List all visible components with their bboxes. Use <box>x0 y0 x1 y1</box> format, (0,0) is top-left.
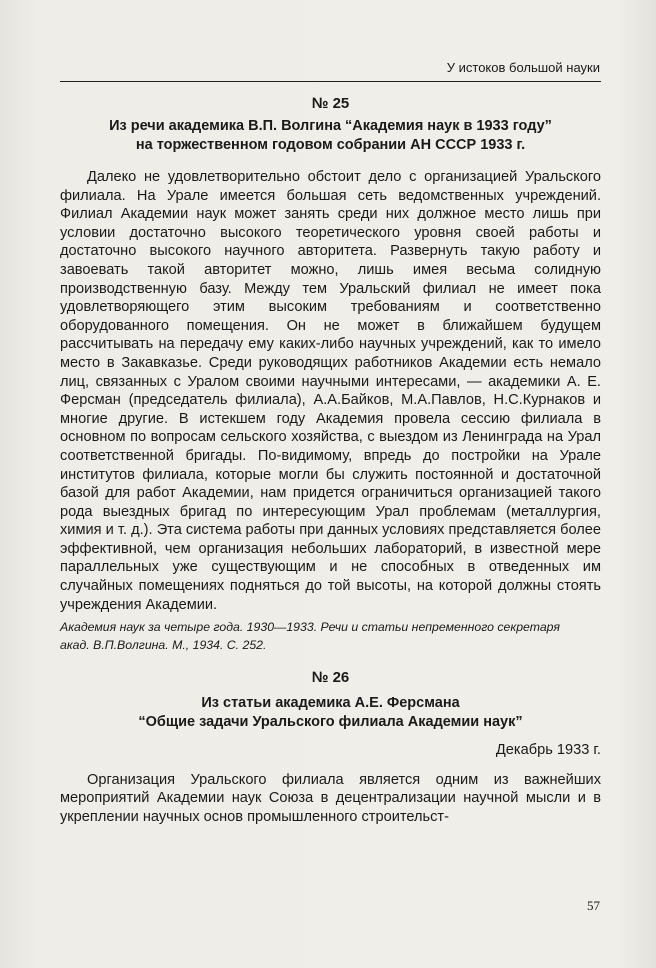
doc-26-title-line-1: Из статьи академика А.Е. Ферсмана <box>201 695 460 712</box>
doc-25-source-line-1: Академия наук за четыре года. 1930—1933. Речи и статьи непременного секретаря <box>60 620 560 635</box>
doc-25-title-line-1: Из речи академика В.П. Волгина “Академия наук в 1933 году” <box>109 118 552 134</box>
doc-26-date: Декабрь 1933 г. <box>495 742 601 759</box>
document-26 <box>60 668 601 826</box>
doc-25-source <box>60 618 601 654</box>
doc-25-paragraph: Далеко не удовлетворительно обстоит дело с организацией Уральского филиала. На Урале имеется большая сеть ведомственных учреждений. Филиал Академии наук может занять среди них должное место лишь при условии достаточно высокого теоретического уровня своей работы и достаточно высокого научного авторитета. Развернуть такую работу и завоевать такой авторитет можно, лишь имея весьма солидную производственную базу. Между тем Уральский филиал не имеет пока удовлетворяющего этим высоким требованиям и соответственно оборудованного помещения. Он не может в ближайшем будущем рассчитывать на передачу ему каких-либо научных учреждений, как то имело место в Закавказье. Среди руководящих работников Академии есть немало лиц, связанных с Уралом своими научными интересами, — академики А. Е. Ферсман (председатель филиала), А.А.Байков, М.А.Павлов, Н.С.Курнаков и многие другие. В истекшем году Академия провела сессию филиала в основном по вопросам сельского хозяйства, с выездом из Ленинграда на Урал соответственной бригады. По-видимому, впредь до постройки на Урале институтов филиала, которые могли бы служить постоянной и достаточной базой для работ Академии, нам придется ограничиться организацией такого рода выездных бригад по интересующим Урал проблемам (металлургия, химия и т. д.). Эта система работы при данных условиях представляется более эффективной, чем организация небольших лабораторий, в известной мере параллельных уже существующим и не способных в отведенных им случайных помещениях подняться до той высоты, на которой должны стоять учреждения Академии. <box>60 169 601 613</box>
running-head: У истоков большой науки <box>446 60 600 75</box>
doc-25-number: № 25 <box>311 95 350 112</box>
doc-26-number: № 26 <box>311 669 350 687</box>
page-content <box>60 94 601 827</box>
doc-25-title-line-2: на торжественном годовом собрании АН СССР 1933 г. <box>135 137 526 153</box>
page-number: 57 <box>587 898 600 913</box>
doc-26-paragraph: Организация Уральского филиала является одним из важнейших мероприятий Академии наук Союза в децентрализации научной мысли и в укреплении научных основ промышленного строительст- <box>60 771 601 826</box>
document-25 <box>60 94 601 654</box>
doc-25-source-line-2: акад. В.П.Волгина. М., 1934. С. 252. <box>60 638 267 653</box>
doc-26-title-line-2: “Общие задачи Уральского филиала Академии наук” <box>138 714 523 731</box>
header-rule <box>60 81 601 82</box>
